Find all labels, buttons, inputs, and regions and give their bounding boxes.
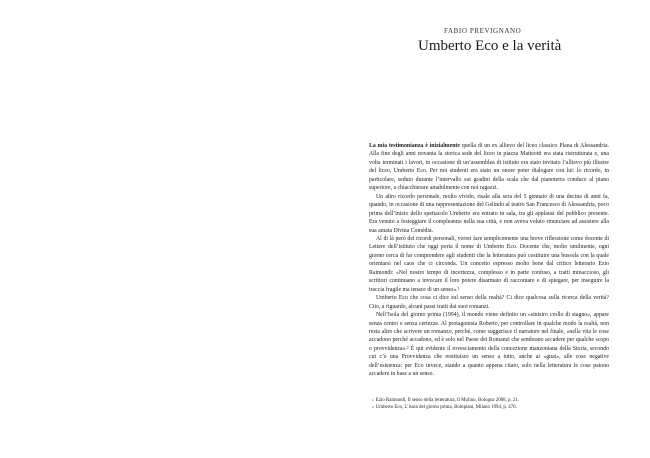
chapter-title: Umberto Eco e la verità: [418, 38, 562, 54]
paragraph: Al di là però dei ricordi personali, vorrei fare semplicemente una breve riflessione come docente di Lettere dell’istituto che oggi porta il nome di Umberto Eco. Docente che, molto umilmente, ogni giorno cerca di far comprendere agli studenti che la letteratura può costituire una bussola con la quale orientarsi nel caos che ci circonda. Un concetto espresso molto bene dal critico letterario Ezio Raimondi: «Nel nostro tempo di incertezza, complesso e in parte confuso, a tratti minaccioso, gli scrittori continuano a invocare il loro potere disarmato di raccontare e di spiegare, per inseguire la traccia fragile ma tenace di un senso».¹: [369, 235, 609, 293]
paragraph-text: quella di un ex allievo del liceo classico Plana di Alessandria. Alla fine degli anni novanta la storica sede del liceo in piazza Matteotti era stata ristrutturata e, una volta terminati i lavori, in occasione di un’assemblea di istituto era stato invitato l’allievo più illustre del liceo, Umberto Eco. Per noi studenti era stato un onore poter dialogare con lui: lo ricordo, in particolare, seduto durante l’intervallo sui gradini della scala che dal pianoterra conduce al piano superiore, a chiacchierare amabilmente con noi ragazzi.: [369, 143, 609, 192]
paragraph: Nell’Isola del giorno prima (1994), il mondo viene definito un «sinistro crollo di stagno», appare senza centro e senza certezze. Al protagonista Roberto, per controllare in qualche modo la realtà, non resta altro che scrivere un romanzo, perché, come suggerisce il narratore nel finale, «nella vita le cose accadono perché accadono, ed è solo nel Paese dei Romanzi che sembrano accadere per qualche scopo o provvidenza».² È qui evidente il rovesciamento della concezione manzoniana della Storia, secondo cui c’è una Provvidenza che restituisce un senso a tutto, anche ai «guai», alle cose negative dell’esistenza: per Eco invece, stando a quanto appena citato, solo nella letteratura le cose paiono accadere in base a un senso.: [369, 312, 609, 378]
footnote: [369, 397, 609, 404]
paragraph-lead: La mia testimonianza è inizialmente: [369, 143, 460, 149]
footnote-number: 2: [372, 405, 374, 410]
footnote-text: Ezio Raimondi, Il senso della letteratura, Il Mulino, Bologna 2008, p. 21.: [375, 398, 520, 403]
paragraph: Umberto Eco che cosa ci dice sul senso della realtà? Ci dice qualcosa sulla ricerca della verità? Cito, a riguardo, alcuni passi tratti dai suoi romanzi.: [369, 295, 609, 310]
paragraph: Un altro ricordo personale, molto vivido, risale alla sera del 5 gennaio di una decina di anni fa, quando, in occasione di una rappresentazione del Gelindo al teatro San Francesco di Alessandria, poco prima dell’inizio dello spettacolo Umberto era entrato in sala, tra gli applausi del pubblico presente. Era venuto a festeggiare il compleanno nella sua città, e non aveva voluto rinunciare ad assistere alla sua amata Divina Comèdia.: [369, 193, 609, 234]
chapter-author: FABIO PREVIGNANO: [444, 27, 522, 35]
footnote: [369, 404, 609, 411]
paragraph: [369, 142, 609, 193]
footnotes: [369, 397, 609, 411]
body-text: [369, 142, 609, 379]
footnote-number: 1: [372, 398, 374, 402]
footnote-text: Umberto Eco, L’isola del giorno prima, Bompiani, Milano 1994, p. 470.: [375, 405, 517, 411]
